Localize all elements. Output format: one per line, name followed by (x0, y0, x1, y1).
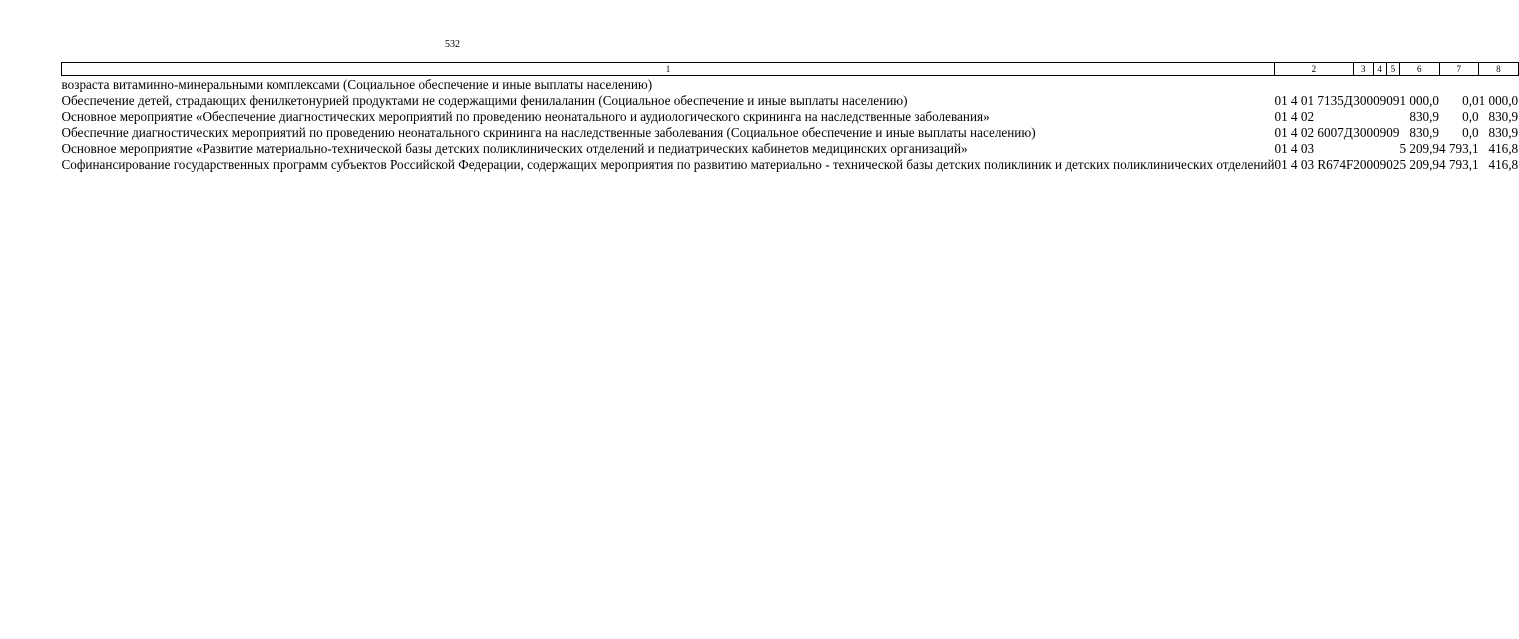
header-col-6: 6 (1399, 63, 1439, 76)
row-col6-value: 830,9 (1409, 125, 1440, 140)
row-col8-value: 830,9 (1488, 125, 1519, 140)
table-row (62, 109, 1519, 125)
row-section: 09 (1373, 125, 1387, 140)
header-col-3: 3 (1353, 63, 1373, 76)
row-expense-type (1353, 109, 1373, 125)
row-expense-type: 200 (1353, 157, 1374, 172)
row-name: Основное мероприятие «Обеспечение диагностических мероприятий по проведению неонатального и аудиологического скрининга на наследственные заболевания» (61, 109, 990, 124)
row-col7-value: 4 793,1 (1439, 141, 1479, 156)
row-code: 01 4 01 7135Д (1274, 93, 1353, 108)
row-col6-value: 830,9 (1409, 109, 1440, 124)
row-subsection (1386, 109, 1399, 125)
header-col-5: 5 (1386, 63, 1399, 76)
row-expense-type: 300 (1353, 125, 1374, 140)
row-name: Обеспечние диагностических мероприятий по проведению неонатального скрининга на наследственные заболевания (Социальное обеспечение и иные выплаты населению) (61, 125, 1036, 140)
row-section: 09 (1373, 157, 1387, 172)
row-section: 09 (1373, 93, 1387, 108)
row-code: 01 4 02 6007Д (1274, 125, 1353, 140)
row-code: 01 4 03 (1274, 141, 1315, 156)
row-expense-type (1353, 77, 1373, 93)
row-expense-type: 300 (1353, 93, 1374, 108)
header-col-2: 2 (1275, 63, 1354, 76)
row-section (1373, 141, 1386, 157)
header-row (62, 63, 1519, 76)
page-number: 532 (445, 39, 460, 50)
row-code: 01 4 03 R674F (1274, 157, 1354, 172)
table-row (62, 125, 1519, 141)
row-subsection: 02 (1386, 157, 1400, 172)
table-body (62, 76, 1519, 174)
row-col6-value (1399, 77, 1439, 93)
row-subsection (1386, 77, 1399, 93)
row-name: Софинансирование государственных программ субъектов Российской Федерации, содержащих мероприятия по развитию материально - технической базы детских поликлиник и детских поликлинических отделений (61, 157, 1275, 172)
row-col6-value: 1 000,0 (1399, 93, 1440, 108)
row-subsection (1386, 141, 1399, 157)
table-row (62, 141, 1519, 157)
row-section (1373, 77, 1386, 93)
table-row (62, 93, 1519, 109)
row-col8-value: 830,9 (1488, 109, 1519, 124)
row-col8-value: 416,8 (1488, 141, 1519, 156)
header-col-4: 4 (1373, 63, 1386, 76)
row-code (1275, 77, 1354, 93)
header-col-1: 1 (62, 63, 1275, 76)
row-subsection: 09 (1386, 125, 1400, 140)
row-col8-value: 416,8 (1488, 157, 1519, 172)
row-col7-value: 4 793,1 (1439, 157, 1479, 172)
row-code: 01 4 02 (1274, 109, 1315, 124)
row-section (1373, 109, 1386, 125)
table-header (62, 63, 1519, 76)
row-name: Основное мероприятие «Развитие материально-технической базы детских поликлинических отделений и педиатрических кабинетов медицинских организаций» (61, 141, 968, 156)
row-col8-value (1479, 77, 1519, 93)
row-col7-value: 0,0 (1462, 125, 1479, 140)
row-col7-value (1439, 77, 1479, 93)
budget-table (61, 62, 1519, 173)
row-subsection: 09 (1386, 93, 1400, 108)
table-row (62, 157, 1519, 173)
header-col-8: 8 (1479, 63, 1519, 76)
row-name: возраста витаминно-минеральными комплексами (Социальное обеспечение и иные выплаты населению) (61, 77, 653, 92)
row-col7-value: 0,0 (1462, 109, 1479, 124)
row-col6-value: 5 209,9 (1399, 157, 1440, 172)
row-expense-type (1353, 141, 1373, 157)
table-row (62, 77, 1519, 93)
header-col-7: 7 (1439, 63, 1479, 76)
row-col8-value: 1 000,0 (1478, 93, 1519, 108)
row-name: Обеспечение детей, страдающих фенилкетонурией продуктами не содержащими фенилаланин (Социальное обеспечение и иные выплаты населению) (61, 93, 908, 108)
row-col6-value: 5 209,9 (1399, 141, 1440, 156)
row-col7-value: 0,0 (1462, 93, 1479, 108)
